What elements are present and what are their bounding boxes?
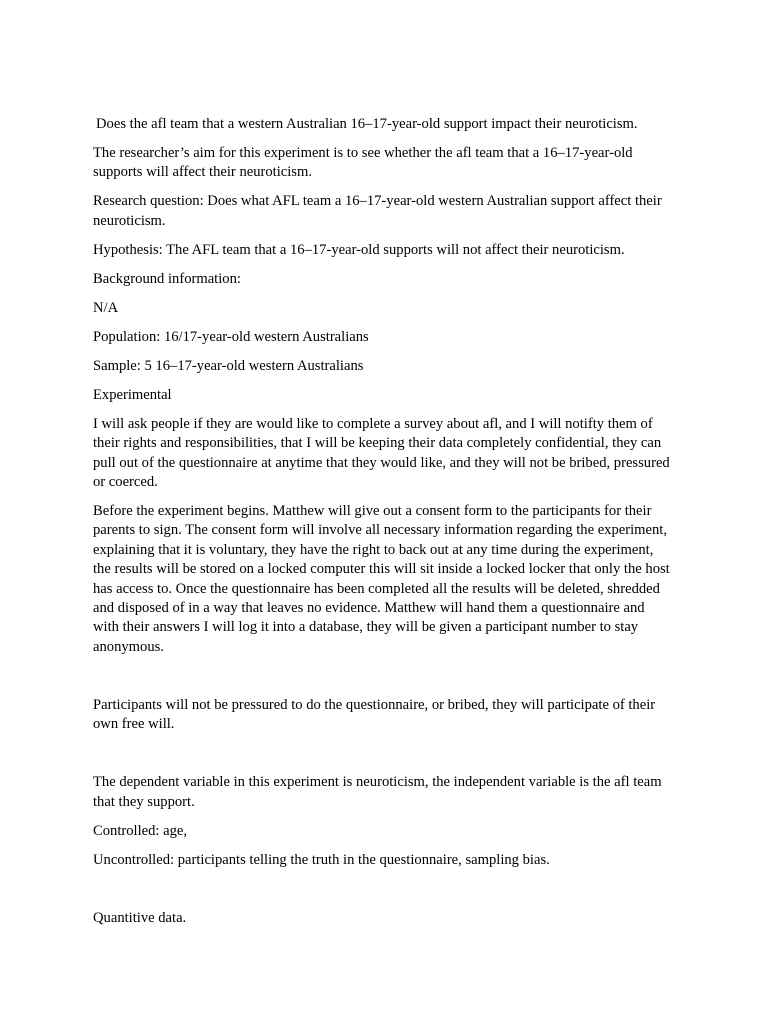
hypothesis: Hypothesis: The AFL team that a 16–17-year-old supports will not affect their neuroticism. xyxy=(93,241,625,258)
blank-line xyxy=(93,744,673,763)
aim-paragraph: The researcher’s aim for this experiment is to see whether the afl team that a 16–17-year-old supports will affect their neuroticism. xyxy=(93,145,633,181)
blank-line xyxy=(93,880,673,899)
participation-paragraph: Participants will not be pressured to do the questionnaire, or bribed, they will participate of their own free will. xyxy=(93,696,656,733)
background-value: N/A xyxy=(93,299,119,316)
research-question: Research question: Does what AFL team a 16–17-year-old western Australian support affect their neuroticism. xyxy=(93,193,662,229)
sample: Sample: 5 16–17-year-old western Australians xyxy=(93,357,364,374)
document-page xyxy=(93,115,673,938)
document-title: Does the afl team that a western Australian 16–17-year-old support impact their neuroticism. xyxy=(96,116,638,132)
uncontrolled-variables: Uncontrolled: participants telling the truth in the questionnaire, sampling bias. xyxy=(93,851,550,868)
variables-paragraph: The dependent variable in this experiment is neuroticism, the independent variable is the afl team that they support. xyxy=(93,774,662,810)
background-label: Background information: xyxy=(93,270,241,287)
design-type: Experimental xyxy=(93,386,172,403)
population: Population: 16/17-year-old western Australians xyxy=(93,328,369,345)
controlled-variables: Controlled: age, xyxy=(93,822,188,839)
data-type: Quantitive data. xyxy=(93,909,187,926)
procedure-paragraph: Before the experiment begins. Matthew will give out a consent form to the participants for their parents to sign. The consent form will involve all necessary information regarding the experiment, explaining that it is voluntary, they have the right to back out at any time during the experiment, the results will be stored on a locked computer this will sit inside a locked locker that only the host has access to. Once the questionnaire has been completed all the results will be deleted, shredded and disposed of in a way that leaves no evidence. Matthew will hand them a questionnaire and with their answers I will log it into a database, they will be given a participant number to stay anonymous. xyxy=(93,503,670,655)
ethics-paragraph: I will ask people if they are would like to complete a survey about afl, and I will notifty them of their rights and responsibilities, that I will be keeping their data completely confidential, they can pull out of the questionnaire at anytime that they would like, and they will not be bribed, pressured or coerced. xyxy=(93,415,670,491)
blank-line xyxy=(93,667,673,686)
